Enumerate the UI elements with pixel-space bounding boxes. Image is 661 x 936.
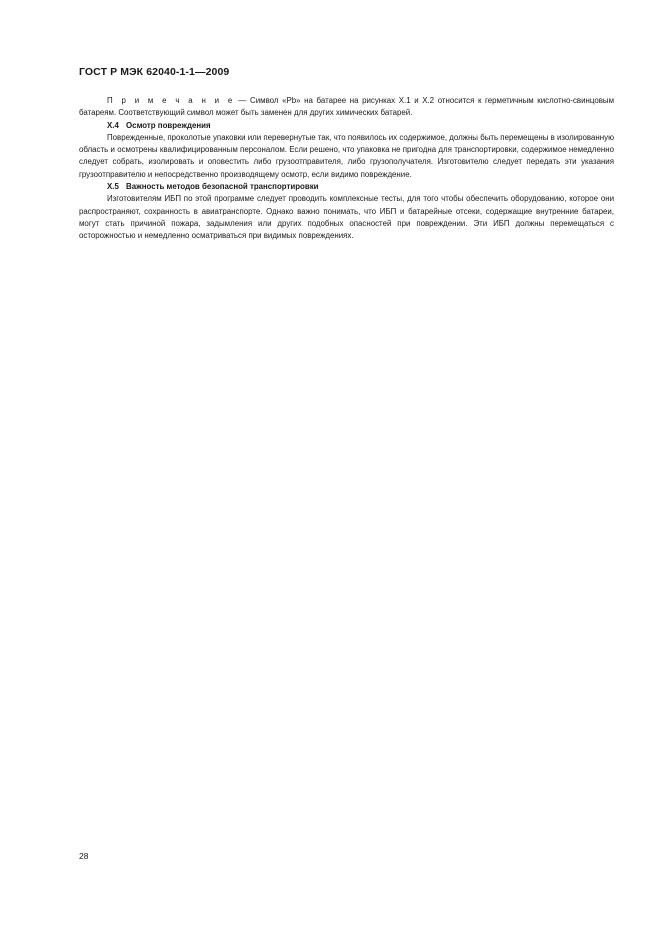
note-text: — Символ «Pb» на батарее на рисунках X.1 и X.2 относится к герметичным кислотно-свинцовым батареям. Соответствующий символ может быть заменен для других химических батарей. bbox=[79, 96, 614, 118]
section-paragraph-x4: Поврежденные, проколотые упаковки или перевернутые так, что появилось их содержимое, должны быть перемещены в изолированную область и осмотрены квалифицированным персоналом. Если решено, что упаковка не пригодна для транспортировки, содержимое немедленно следует собрать, изолировать и оповестить либо грузоотправителя, либо грузополучателя. Изготовителю следует передать эти указания грузоотправителю и непосредственно производящему осмотр, если видимо повреждение. bbox=[79, 132, 614, 179]
section-number: X.4 bbox=[107, 120, 119, 130]
document-body bbox=[79, 95, 614, 243]
note-paragraph bbox=[79, 95, 614, 120]
section-title: Важность методов безопасной транспортировки bbox=[126, 182, 319, 192]
section-heading-x4 bbox=[79, 120, 614, 132]
section-title: Осмотр повреждения bbox=[126, 120, 211, 130]
page-number: 28 bbox=[79, 851, 89, 861]
document-header-title: ГОСТ Р МЭК 62040-1-1—2009 bbox=[79, 66, 230, 78]
section-number: X.5 bbox=[107, 182, 119, 192]
section-paragraph-x5: Изготовителям ИБП по этой программе следует проводить комплексные тесты, для того чтобы обеспечить оборудованию, которое они распространяют, сохранность в авиатранспорте. Однако важно понимать, что ИБП и батарейные отсеки, содержащие внутренние батареи, могут стать причиной пожара, задымления или других подобных опасностей при повреждении. Эти ИБП должны перемещаться с осторожностью и немедленно осматриваться при видимых повреждениях. bbox=[79, 194, 614, 241]
section-heading-x5 bbox=[79, 181, 614, 193]
note-label: П р и м е ч а н и е bbox=[107, 96, 235, 105]
